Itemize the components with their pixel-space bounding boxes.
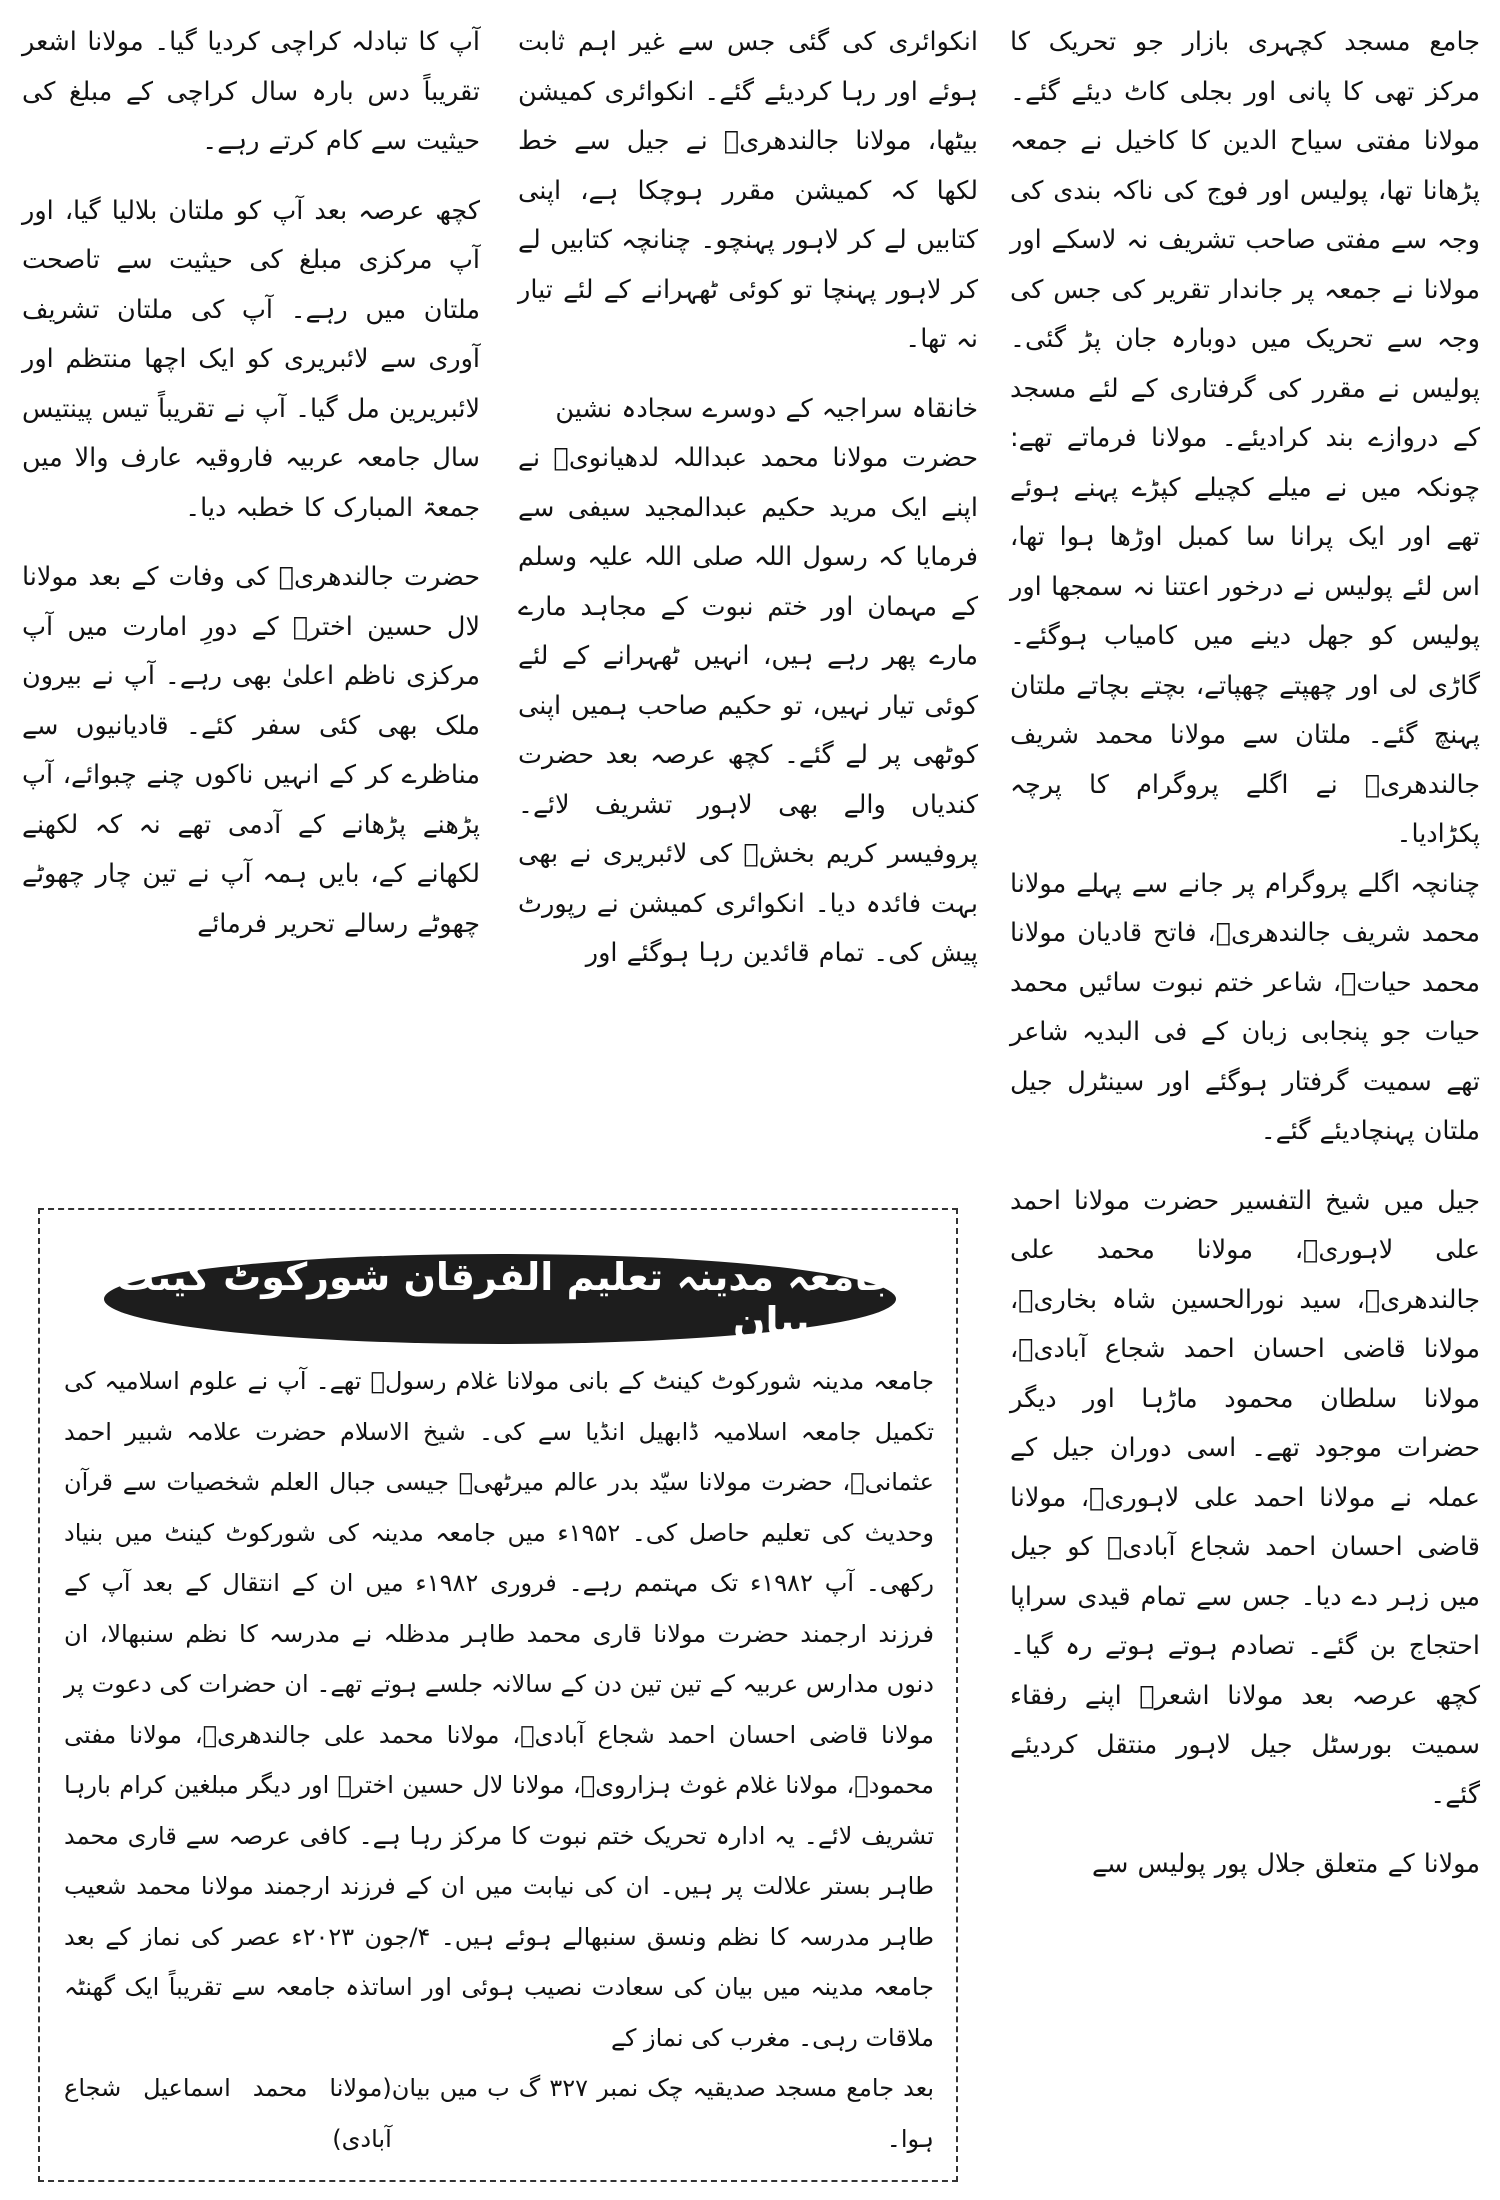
middle-column	[518, 18, 978, 979]
left-column	[22, 18, 480, 949]
paragraph: مولانا کے متعلق جلال پور پولیس سے	[1092, 1849, 1480, 1879]
box-body	[64, 1356, 934, 2164]
paragraph: انکوائری کی گئی جس سے غیر اہم ثابت ہوئے اور رہا کردیئے گئے۔ انکوائری کمیشن بیٹھا، مولانا جالندھریؒ نے جیل سے خط لکھا کہ کمیشن مقرر ہوچکا ہے، اپنی کتابیں لے کر لاہور پہنچو۔ چنانچہ کتابیں لے کر لاہور پہنچا تو کوئی ٹھہرانے کے لئے تیار نہ تھا۔	[518, 27, 978, 354]
closing-line	[64, 2063, 934, 2164]
boxed-article	[38, 1208, 958, 2182]
paragraph: حضرت مولانا محمد عبداللہ لدھیانویؒ نے اپنے ایک مرید حکیم عبدالمجید سیفی سے فرمایا کہ رسول اللہ صلی اللہ علیہ وسلم کے مہمان اور ختم نبوت کے مجاہد مارے مارے پھر رہے ہیں، انہیں ٹھہرانے کے لئے کوئی تیار نہیں، تو حکیم صاحب ہمیں اپنی کوٹھی پر لے گئے۔ کچھ عرصہ بعد حضرت کندیاں والے بھی لاہور تشریف لائے۔ پروفیسر کریم بخشؒ کی لائبریری نے بھی بہت فائدہ دیا۔ انکوائری کمیشن نے رپورٹ پیش کی۔ تمام قائدین رہا ہوگئے اور	[518, 443, 978, 968]
box-title: جامعہ مدینہ تعلیم الفرقان شورکوٹ کینٹ میں بیان	[104, 1254, 896, 1344]
paragraph: آپ کا تبادلہ کراچی کردیا گیا۔ مولانا اشعر تقریباً دس بارہ سال کراچی کے مبلغ کی حیثیت سے کام کرتے رہے۔	[22, 27, 480, 156]
author-credit: (مولانا محمد اسماعیل شجاع آبادی)	[64, 2074, 392, 2153]
section-heading: خانقاہ سراجیہ کے دوسرے سجادہ نشین	[555, 393, 978, 424]
paragraph: جیل میں شیخ التفسیر حضرت مولانا احمد علی لاہوریؒ، مولانا محمد علی جالندھریؒ، سید نورالحسین شاہ بخاریؒ، مولانا قاضی احسان احمد شجاع آبادیؒ، مولانا سلطان محمود ماڑہا اور دیگر حضرات موجود تھے۔ اسی دوران جیل کے عملہ نے مولانا احمد علی لاہوریؒ، مولانا قاضی احسان احمد شجاع آبادیؒ کو جیل میں زہر دے دیا۔ جس سے تمام قیدی سراپا احتجاج بن گئے۔ تصادم ہوتے ہوتے رہ گیا۔ کچھ عرصہ بعد مولانا اشعرؒ اپنے رفقاء سمیت بورسٹل جیل لاہور منتقل کردیئے گئے۔	[1010, 1185, 1480, 1810]
paragraph: چنانچہ اگلے پروگرام پر جانے سے پہلے مولانا محمد شریف جالندھریؒ، فاتح قادیان مولانا محمد حیاتؒ، شاعر ختم نبوت سائیں محمد حیات جو پنجابی زبان کے فی البدیہ شاعر تھے سمیت گرفتار ہوگئے اور سینٹرل جیل ملتان پہنچادیئے گئے۔	[1010, 868, 1480, 1146]
paragraph-end: بعد جامع مسجد صدیقیہ چک نمبر ۳۲۷ گ ب میں بیان ہوا۔	[391, 2074, 934, 2153]
paragraph: کچھ عرصہ بعد آپ کو ملتان بلالیا گیا، اور آپ مرکزی مبلغ کی حیثیت سے تاصحت ملتان میں رہے۔ آپ کی ملتان تشریف آوری سے لائبریری کو ایک اچھا منتظم اور لائبریرین مل گیا۔ آپ نے تقریباً تیس پینتیس سال جامعہ عربیہ فاروقیہ عارف والا میں جمعۃ المبارک کا خطبہ دیا۔	[22, 195, 480, 523]
right-column	[1010, 18, 1480, 1890]
paragraph: حضرت جالندھریؒ کی وفات کے بعد مولانا لال حسین اخترؒ کے دورِ امارت میں آپ مرکزی ناظم اعلیٰ بھی رہے۔ آپ نے بیرون ملک بھی کئی سفر کئے۔ قادیانیوں سے مناظرے کر کے انہیں ناکوں چنے چبوائے، آپ پڑھنے پڑھانے کے آدمی تھے نہ کہ لکھنے لکھانے کے، بایں ہمہ آپ نے تین چار چھوٹے چھوٹے رسالے تحریر فرمائے	[22, 562, 480, 939]
paragraph: جامع مسجد کچہری بازار جو تحریک کا مرکز تھی کا پانی اور بجلی کاٹ دیئے گئے۔ مولانا مفتی سیاح الدین کا کاخیل نے جمعہ پڑھانا تھا، پولیس اور فوج کی ناکہ بندی کی وجہ سے مفتی صاحب تشریف نہ لاسکے اور مولانا نے جمعہ پر جاندار تقریر کی جس کی وجہ سے تحریک میں دوبارہ جان پڑ گئی۔ پولیس نے مقرر کی گرفتاری کے لئے مسجد کے دروازے بند کرادیئے۔ مولانا فرماتے تھے: چونکہ میں نے میلے کچیلے کپڑے پہنے ہوئے تھے اور ایک پرانا سا کمبل اوڑھا ہوا تھا، اس لئے پولیس نے درخور اعتنا نہ سمجھا اور پولیس کو جھل دینے میں کامیاب ہوگئے۔ گاڑی لی اور چھپتے چھپاتے، بچتے بچاتے ملتان پہنچ گئے۔ ملتان سے مولانا محمد شریف جالندھریؒ نے اگلے پروگرام کا پرچہ پکڑادیا۔	[1010, 27, 1480, 849]
paragraph: جامعہ مدینہ شورکوٹ کینٹ کے بانی مولانا غلام رسولؒ تھے۔ آپ نے علوم اسلامیہ کی تکمیل جامعہ اسلامیہ ڈابھیل انڈیا سے کی۔ شیخ الاسلام حضرت علامہ شبیر احمد عثمانیؒ، حضرت مولانا سیّد بدر عالم میرٹھیؒ جیسی جبال العلم شخصیات سے قرآن وحدیث کی تعلیم حاصل کی۔ ۱۹۵۲ء میں جامعہ مدینہ کی شورکوٹ کینٹ میں بنیاد رکھی۔ آپ ۱۹۸۲ء تک مہتمم رہے۔ فروری ۱۹۸۲ء میں ان کے انتقال کے بعد آپ کے فرزند ارجمند حضرت مولانا قاری محمد طاہر مدظلہ نے مدرسہ کا نظم سنبھالا، ان دنوں مدارس عربیہ کے تین تین دن کے سالانہ جلسے ہوتے تھے۔ ان حضرات کی دعوت پر مولانا قاضی احسان احمد شجاع آبادیؒ، مولانا محمد علی جالندھریؒ، مولانا مفتی محمودؒ، مولانا غلام غوث ہزارویؒ، مولانا لال حسین اخترؒ اور دیگر مبلغین کرام بارہا تشریف لائے۔ یہ ادارہ تحریک ختم نبوت کا مرکز رہا ہے۔ کافی عرصہ سے قاری محمد طاہر بستر علالت پر ہیں۔ ان کی نیابت میں ان کے فرزند ارجمند مولانا محمد شعیب طاہر مدرسہ کا نظم ونسق سنبھالے ہوئے ہیں۔ ۴/جون ۲۰۲۳ء عصر کی نماز کے بعد جامعہ مدینہ میں بیان کی سعادت نصیب ہوئی اور اساتذہ جامعہ سے تقریباً ایک گھنٹہ ملاقات رہی۔ مغرب کی نماز کے	[64, 1367, 935, 2052]
